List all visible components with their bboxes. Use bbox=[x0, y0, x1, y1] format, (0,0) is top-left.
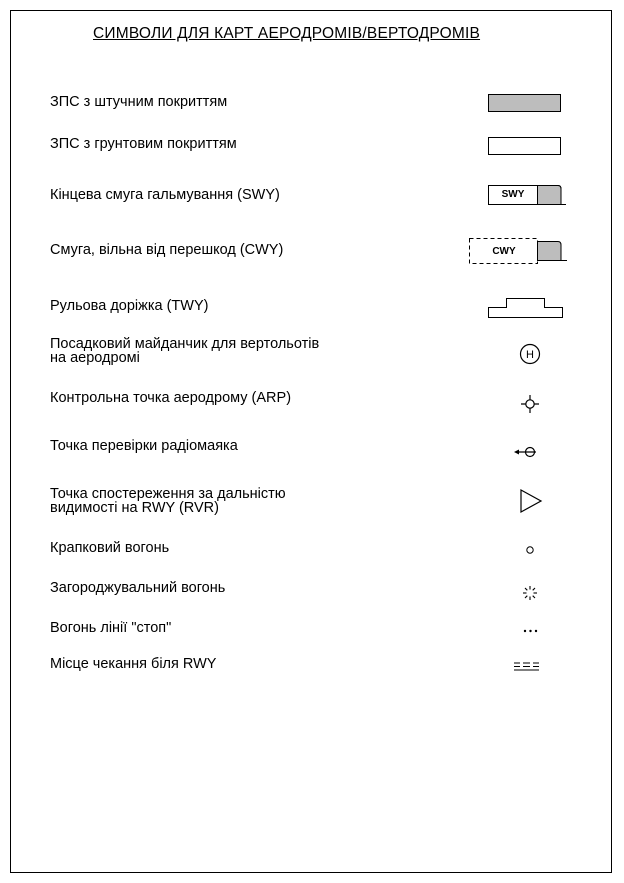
label-arp: Контрольна точка аеродрому (ARP) bbox=[50, 390, 292, 406]
vor-checkpoint-icon bbox=[513, 444, 539, 460]
taxiway-icon bbox=[488, 297, 564, 319]
clearway-symbol-text: CWY bbox=[492, 246, 516, 257]
label-heliport-line2: на аеродромі bbox=[50, 350, 140, 366]
label-heliport-line1: Посадковий майданчик для вертольотів bbox=[50, 336, 320, 352]
label-point-light: Крапковий вогонь bbox=[50, 540, 170, 556]
point-light-icon bbox=[524, 544, 536, 556]
stop-bar-icon bbox=[522, 627, 540, 635]
label-clearway: Смуга, вільна від перешкод (CWY) bbox=[50, 242, 284, 258]
label-paved-runway: ЗПС з штучним покриттям bbox=[50, 94, 228, 110]
label-barrette-light: Загороджувальний вогонь bbox=[50, 580, 226, 596]
page-title: СИМВОЛИ ДЛЯ КАРТ АЕРОДРОМІВ/ВЕРТОДРОМІВ bbox=[93, 25, 481, 42]
label-rvr-line2: видимості на RWY (RVR) bbox=[50, 500, 219, 516]
arp-icon bbox=[520, 394, 540, 414]
label-stopway: Кінцева смуга гальмування (SWY) bbox=[50, 187, 280, 203]
label-holding-position: Місце чекання біля RWY bbox=[50, 656, 217, 672]
stopway-symbol-text: SWY bbox=[501, 189, 525, 200]
heliport-icon bbox=[519, 343, 541, 365]
holding-position-icon bbox=[513, 661, 541, 673]
heliport-symbol-text: H bbox=[526, 349, 534, 361]
label-rvr-line1: Точка спостереження за дальністю bbox=[50, 486, 286, 502]
unpaved-runway-icon bbox=[488, 137, 562, 156]
paved-runway-icon bbox=[488, 94, 562, 113]
label-stop-bar: Вогонь лінії "стоп" bbox=[50, 620, 172, 636]
label-vor-checkpoint: Точка перевірки радіомаяка bbox=[50, 438, 238, 454]
label-unpaved-runway: ЗПС з грунтовим покриттям bbox=[50, 136, 237, 152]
barrette-light-icon bbox=[521, 584, 539, 602]
label-taxiway: Рульова доріжка (TWY) bbox=[50, 298, 209, 314]
rvr-site-icon bbox=[520, 489, 544, 513]
